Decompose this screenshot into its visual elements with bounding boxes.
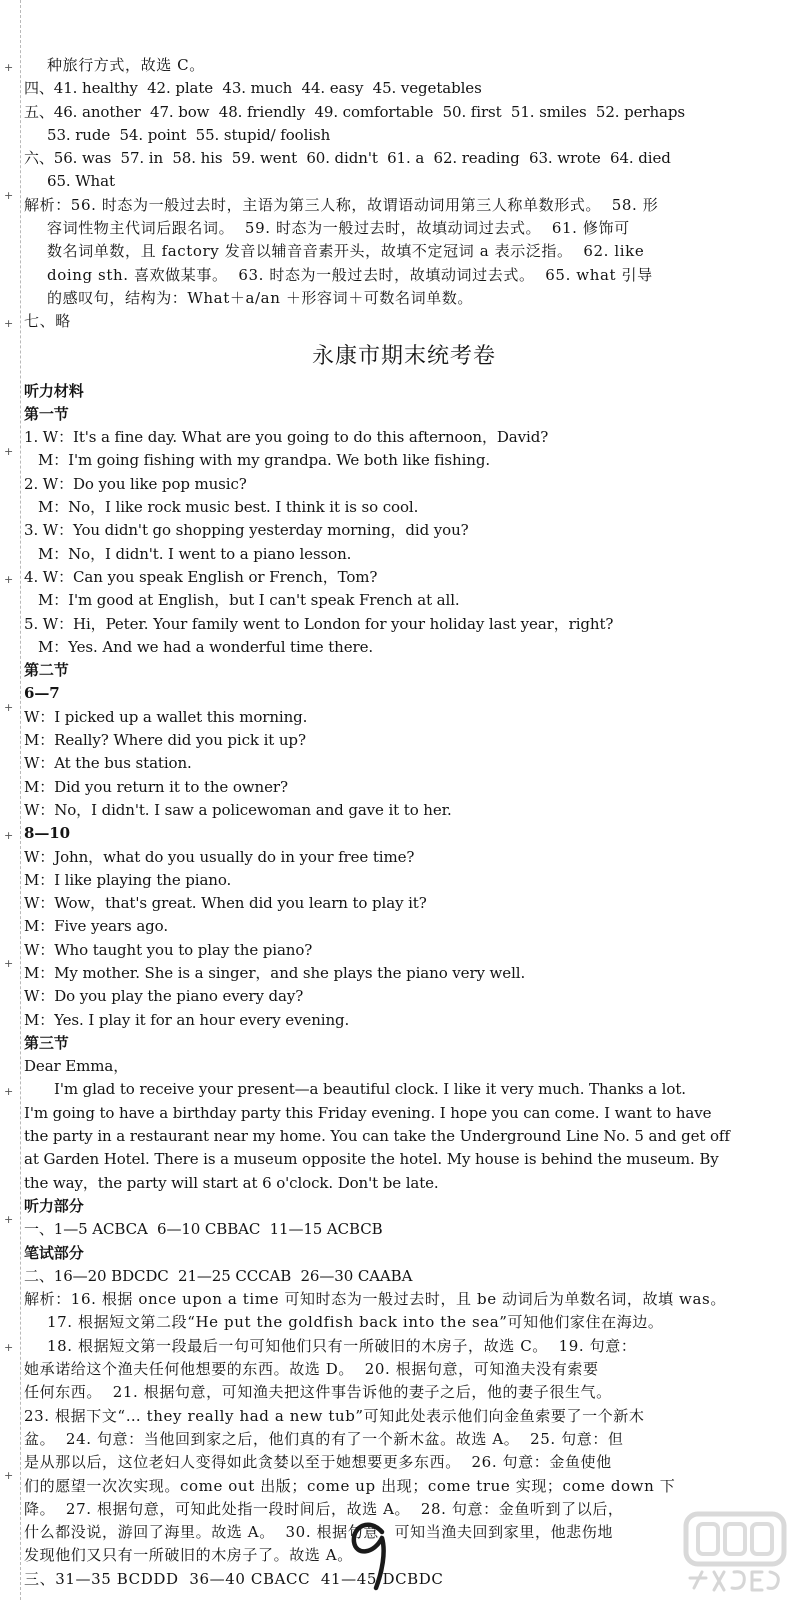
text-line: 发现他们又只有一所破旧的木房子了。故选 A。 <box>24 1546 353 1565</box>
text-line: 五、46. another 47. bow 48. friendly 49. comfortable 50. first 51. smiles 52. perhaps <box>24 102 685 121</box>
text-line: M：I'm going fishing with my grandpa. We both like fishing. <box>38 451 491 470</box>
text-line: 的感叹句，结构为：What＋a/an ＋形容词＋可数名词单数。 <box>47 288 474 307</box>
text-line: M：Did you return it to the owner? <box>24 777 288 796</box>
handwritten-page-number <box>342 1516 402 1592</box>
text-line: Dear Emma， <box>24 1057 129 1076</box>
text-line: 任何东西。 21. 根据句意，可知渔夫把这件事告诉他的妻子之后，他的妻子很生气。 <box>24 1383 612 1402</box>
text-line: 23. 根据下文“… they really had a new tub”可知此处表示他们向金鱼索要了一个新木 <box>24 1406 645 1425</box>
text-line: 53. rude 54. point 55. stupid/ foolish <box>47 125 331 144</box>
text-line: 一、1—5 ACBCA 6—10 CBBAC 11—15 ACBCB <box>24 1220 383 1239</box>
text-line <box>24 1591 784 1614</box>
text-line: M：I like playing the piano. <box>24 870 232 889</box>
text-line: M：No，I like rock music best. I think it is so cool. <box>38 498 419 517</box>
text-line: 盆。 24. 句意：当他回到家之后，他们真的有了一个新木盆。故选 A。 25. 句意：但 <box>24 1429 624 1448</box>
text-line: 四、41. healthy 42. plate 43. much 44. easy 45. vegetables <box>24 79 482 98</box>
text-line: 1. W：It's a fine day. What are you going to do this afternoon，David? <box>24 428 549 447</box>
subsection-heading: 第二节 <box>24 661 69 680</box>
text-line: 们的愿望一次次实现。come out 出版；come up 出现；come true 实现；come down 下 <box>24 1476 676 1495</box>
text-line: I'm going to have a birthday party this Friday evening. I hope you can come. I want to have <box>24 1103 712 1122</box>
answer-key-page <box>24 54 784 1614</box>
text-line: I'm glad to receive your present—a beautiful clock. I like it very much. Thanks a lot. <box>54 1080 686 1099</box>
text-line: 5. W：Hi，Peter. Your family went to London for your holiday last year，right? <box>24 614 614 633</box>
text-line: W：John，what do you usually do in your free time? <box>24 847 415 866</box>
text-line: W：Who taught you to play the piano? <box>24 940 313 959</box>
text-line: 七、略 <box>24 312 71 331</box>
text-line: W：No，I didn't. I saw a policewoman and gave it to her. <box>24 800 452 819</box>
text-line: M：Five years ago. <box>24 917 168 936</box>
text-line: at Garden Hotel. There is a museum opposite the hotel. My house is behind the museum. By <box>24 1150 719 1169</box>
text-line: 4. W：Can you speak English or French，Tom? <box>24 567 378 586</box>
text-line: 数名词单数，且 factory 发音以辅音音素开头，故填不定冠词 a 表示泛指。 62. like <box>47 242 645 261</box>
watermark-logo <box>680 1508 790 1596</box>
text-line: 三、31—35 BCDDD 36—40 CBACC 41—45 DCBDC <box>24 1569 444 1588</box>
text-line: 六、56. was 57. in 58. his 59. went 60. didn't 61. a 62. reading 63. wrote 64. died <box>24 149 671 168</box>
section-heading: 听力材料 <box>24 381 84 400</box>
binding-margin: + + + + + + + + + + + + <box>0 0 21 1600</box>
text-line: W：I picked up a wallet this morning. <box>24 707 308 726</box>
text-line: 容词性物主代词后跟名词。 59. 时态为一般过去时，故填动词过去式。 61. 修饰可 <box>47 219 630 238</box>
section-heading: 听力部分 <box>24 1196 84 1215</box>
text-line: 解析：56. 时态为一般过去时，主语为第三人称，故谓语动词用第三人称单数形式。 58. 形 <box>24 195 659 214</box>
text-line: 她承诺给这个渔夫任何他想要的东西。故选 D。 20. 根据句意，可知渔夫没有索要 <box>24 1360 599 1379</box>
text-line: 3. W：You didn't go shopping yesterday morning，did you? <box>24 521 469 540</box>
subsection-heading: 第三节 <box>24 1033 69 1052</box>
text-line: 17. 根据短文第二段“He put the goldfish back into the sea”可知他们家住在海边。 <box>47 1313 664 1332</box>
subsection-heading: 第一节 <box>24 404 69 423</box>
text-line: W：Do you play the piano every day? <box>24 987 304 1006</box>
text-line: 什么都没说，游回了海里。故选 A。 30. 根据句意，可知当渔夫回到家里，他悲伤地 <box>24 1523 613 1542</box>
section-title: 永康市期末统考卷 <box>311 343 496 369</box>
text-line: the way，the party will start at 6 o'clock. Don't be late. <box>24 1173 439 1192</box>
text-line: 解析：16. 根据 once upon a time 可知时态为一般过去时，且 be 动词后为单数名词，故填 was。 <box>24 1290 726 1309</box>
text-line: M：Really? Where did you pick it up? <box>24 731 306 750</box>
text-line: 二、16—20 BDCDC 21—25 CCCAB 26—30 CAABA <box>24 1266 413 1285</box>
text-line: W：Wow，that's great. When did you learn to play it? <box>24 894 427 913</box>
text-line: the party in a restaurant near my home. You can take the Underground Line No. 5 and get off <box>24 1127 730 1146</box>
text-line: M：My mother. She is a singer，and she plays the piano very well. <box>24 963 526 982</box>
text-line: 2. W：Do you like pop music? <box>24 474 247 493</box>
text-line: M：Yes. And we had a wonderful time there. <box>38 637 374 656</box>
text-line: 降。 27. 根据句意，可知此处指一段时间后，故选 A。 28. 句意：金鱼听到了以后， <box>24 1499 624 1518</box>
text-line: 18. 根据短文第一段最后一句可知他们只有一所破旧的木房子，故选 C。 19. 句意： <box>47 1336 637 1355</box>
text-line: 是从那以后，这位老妇人变得如此贪婪以至于她想要更多东西。 26. 句意：金鱼使他 <box>24 1453 612 1472</box>
text-line: 65. What <box>47 172 115 191</box>
section-heading: 笔试部分 <box>24 1243 84 1262</box>
text-line: W：At the bus station. <box>24 754 192 773</box>
text-line: 种旅行方式，故选 C。 <box>47 56 205 74</box>
text-line: 8—10 <box>24 824 70 843</box>
text-line: M：I'm good at English，but I can't speak French at all. <box>38 591 460 610</box>
text-line: M：No，I didn't. I went to a piano lesson. <box>38 544 352 563</box>
text-line: 6—7 <box>24 684 60 703</box>
text-line: M：Yes. I play it for an hour every evening. <box>24 1010 350 1029</box>
text-line: doing sth. 喜欢做某事。 63. 时态为一般过去时，故填动词过去式。 65. what 引导 <box>47 265 653 284</box>
